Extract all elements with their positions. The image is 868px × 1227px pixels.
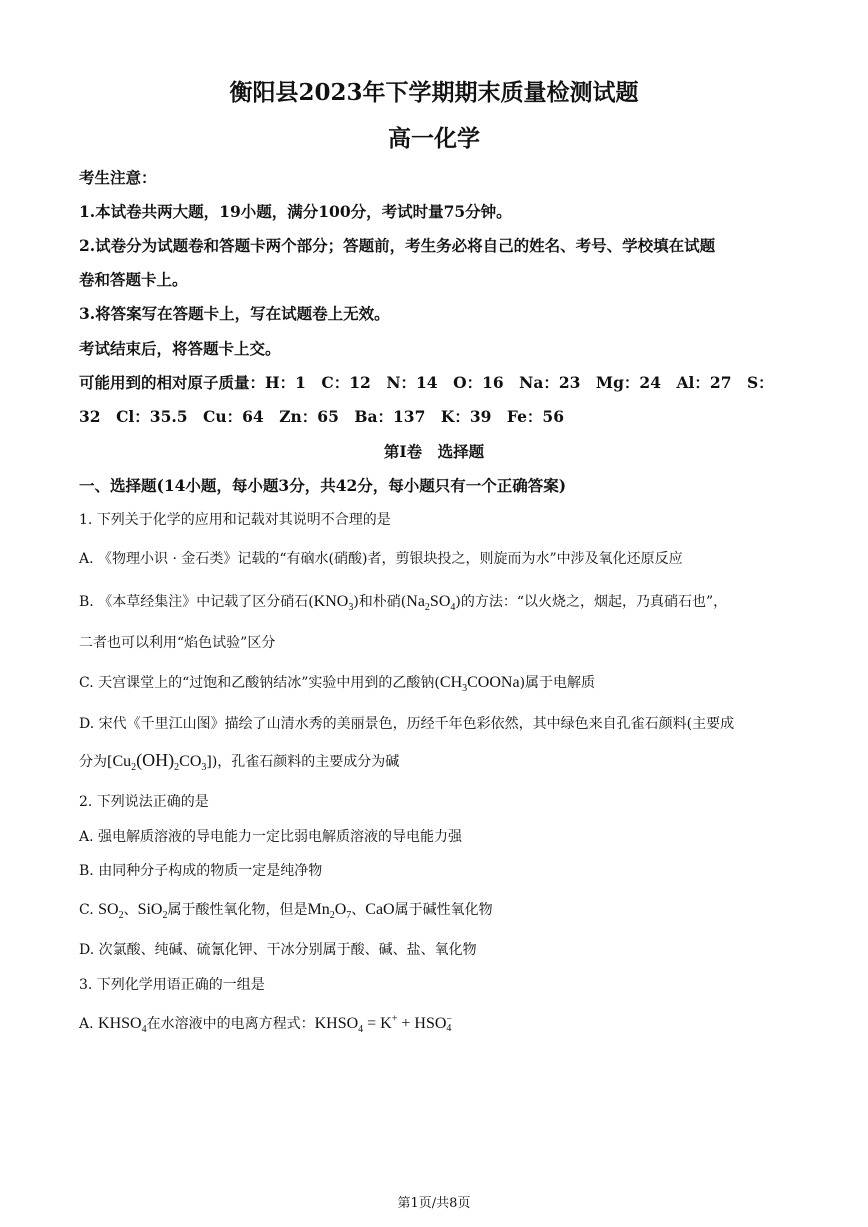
notice-item-4: 考试结束后，将答题卡上交。: [79, 339, 281, 358]
q1-option-b-line2: 二者也可以利用“焰色试验”区分: [79, 635, 276, 651]
formula-subscript: 7: [346, 910, 352, 922]
q1-d-text-1: 分为[: [79, 754, 113, 770]
q3-stem: 3. 下列化学用语正确的一组是: [79, 977, 265, 993]
subject-title: 高一化学: [388, 125, 480, 152]
formula-subscript: 2: [162, 910, 168, 922]
q2-option-d: D. 次氯酸、纯碱、硫氰化钾、干冰分别属于酸、碱、盐、氧化物: [79, 942, 477, 958]
formula-part: + HSO: [397, 1015, 447, 1032]
formula-subscript: 3: [201, 762, 207, 774]
formula-part: KHSO: [314, 1015, 359, 1032]
formula-subscript: 4: [446, 1023, 452, 1035]
formula-kno3: [313, 593, 354, 614]
q2-option-a: A. 强电解质溶液的导电能力一定比弱电解质溶液的导电能力强: [79, 829, 463, 845]
formula-subsup: [446, 1015, 452, 1033]
q2-option-c: [79, 899, 493, 921]
q2-option-b: B. 由同种分子构成的物质一定是纯净物: [79, 863, 323, 879]
q2-stem: 2. 下列说法正确的是: [79, 794, 209, 810]
formula-part: SO: [429, 593, 451, 610]
q1-d-text-2: ])，孔雀石颜料的主要成分为碱: [206, 754, 400, 770]
formula-superscript: −: [446, 1014, 453, 1026]
formula-subscript: 2: [329, 910, 335, 922]
q1-b-text-3: )的方法：“以火烧之，烟起，乃真硝石也”，: [455, 594, 728, 610]
notice-item-2a: 2.试卷分为试题卷和答题卡两个部分；答题前，考生务必将自己的姓名、考号、学校填在试题: [79, 236, 716, 255]
q3-a-text-2: 在水溶液中的电离方程式：: [146, 1016, 315, 1032]
q2-c-sep-2: 、: [351, 902, 366, 918]
formula-part: CO: [179, 753, 202, 770]
formula-khso4: [98, 1015, 147, 1036]
formula-mn2o7: [307, 901, 352, 922]
formula-part: KNO: [313, 593, 349, 610]
q2-c-sep-1: 、: [123, 902, 138, 918]
volume-heading: 第Ⅰ卷 选择题: [383, 442, 485, 461]
formula-part: (OH): [136, 750, 175, 770]
q3-option-a: [79, 1013, 452, 1035]
ionization-equation: [314, 1013, 453, 1036]
formula-subscript: 4: [450, 602, 456, 614]
formula-part: COONa: [467, 674, 520, 691]
q2-c-text-3: 属于碱性氧化物: [394, 902, 493, 918]
formula-so2: [98, 901, 124, 922]
q1-stem: 1. 下列关于化学的应用和记载对其说明不合理的是: [79, 512, 391, 528]
formula-part: KHSO: [98, 1015, 142, 1032]
formula-subscript: 3: [462, 683, 468, 695]
q1-b-text-2: )和朴硝(: [353, 594, 407, 610]
formula-subscript: 2: [118, 910, 124, 922]
q1-c-text-2: )属于电解质: [519, 675, 596, 691]
notice-item-3: 3.将答案写在答题卡上，写在试题卷上无效。: [79, 304, 390, 323]
notice-heading: 考生注意：: [79, 168, 157, 187]
q1-option-a: A. 《物理小识 · 金石类》记载的“有硇水(硝酸)者，剪银块投之，则旋而为水”中涉及氧化还原反应: [79, 551, 683, 567]
formula-part: O: [334, 901, 347, 918]
formula-part: Mn: [307, 901, 330, 918]
q2-c-text-1: C.: [79, 902, 99, 918]
page-footer: 第1页/共8页: [397, 1196, 471, 1211]
formula-subscript: 3: [348, 602, 354, 614]
formula-na2so4: [406, 593, 456, 614]
formula-ch3coona: [439, 674, 520, 695]
formula-subscript: 2: [424, 602, 430, 614]
formula-part: SiO: [137, 901, 163, 918]
formula-malachite: [112, 750, 207, 774]
formula-part: Cu: [112, 753, 132, 770]
q3-a-text-1: A.: [79, 1016, 99, 1032]
atomic-mass-line-1: 可能用到的相对原子质量：H：1 C：12 N：14 O：16 Na：23 Mg：24 Al：27 S：: [79, 373, 774, 392]
notice-item-1: 1.本试卷共两大题，19小题，满分100分，考试时量75分钟。: [79, 202, 512, 221]
formula-part: CH: [439, 674, 463, 691]
formula-part: = K: [363, 1015, 392, 1032]
q2-c-text-2: 属于酸性氧化物，但是: [167, 902, 308, 918]
q1-option-b: [79, 591, 727, 613]
atomic-mass-line-2: 32 Cl：35.5 Cu：64 Zn：65 Ba：137 K：39 Fe：56: [79, 407, 565, 426]
q1-c-text-1: C. 天宫课堂上的“过饱和乙酸钠结冰”实验中用到的乙酸钠(: [79, 675, 440, 691]
q1-option-d: D. 宋代《千里江山图》描绘了山清水秀的美丽景色，历经千年色彩依然，其中绿色来自孔雀石颜料(主要成: [79, 716, 735, 732]
q1-b-text-1: B. 《本草经集注》中记载了区分硝石(: [79, 594, 314, 610]
formula-cao: CaO: [365, 901, 395, 918]
part-heading: 一、选择题(14小题，每小题3分，共42分，每小题只有一个正确答案): [79, 476, 567, 495]
formula-subscript: 4: [141, 1024, 147, 1036]
notice-item-2b: 卷和答题卡上。: [79, 270, 188, 289]
formula-subscript: 4: [358, 1024, 364, 1036]
exam-title: 衡阳县2023年下学期期末质量检测试题: [229, 79, 639, 106]
q1-option-d-line2: [79, 750, 399, 773]
formula-sio2: [137, 901, 168, 922]
formula-subscript: 2: [174, 762, 180, 774]
formula-subscript: 2: [131, 762, 137, 774]
formula-part: Na: [406, 593, 425, 610]
formula-superscript: +: [391, 1013, 398, 1025]
q1-option-c: [79, 672, 595, 694]
formula-part: SO: [98, 901, 119, 918]
